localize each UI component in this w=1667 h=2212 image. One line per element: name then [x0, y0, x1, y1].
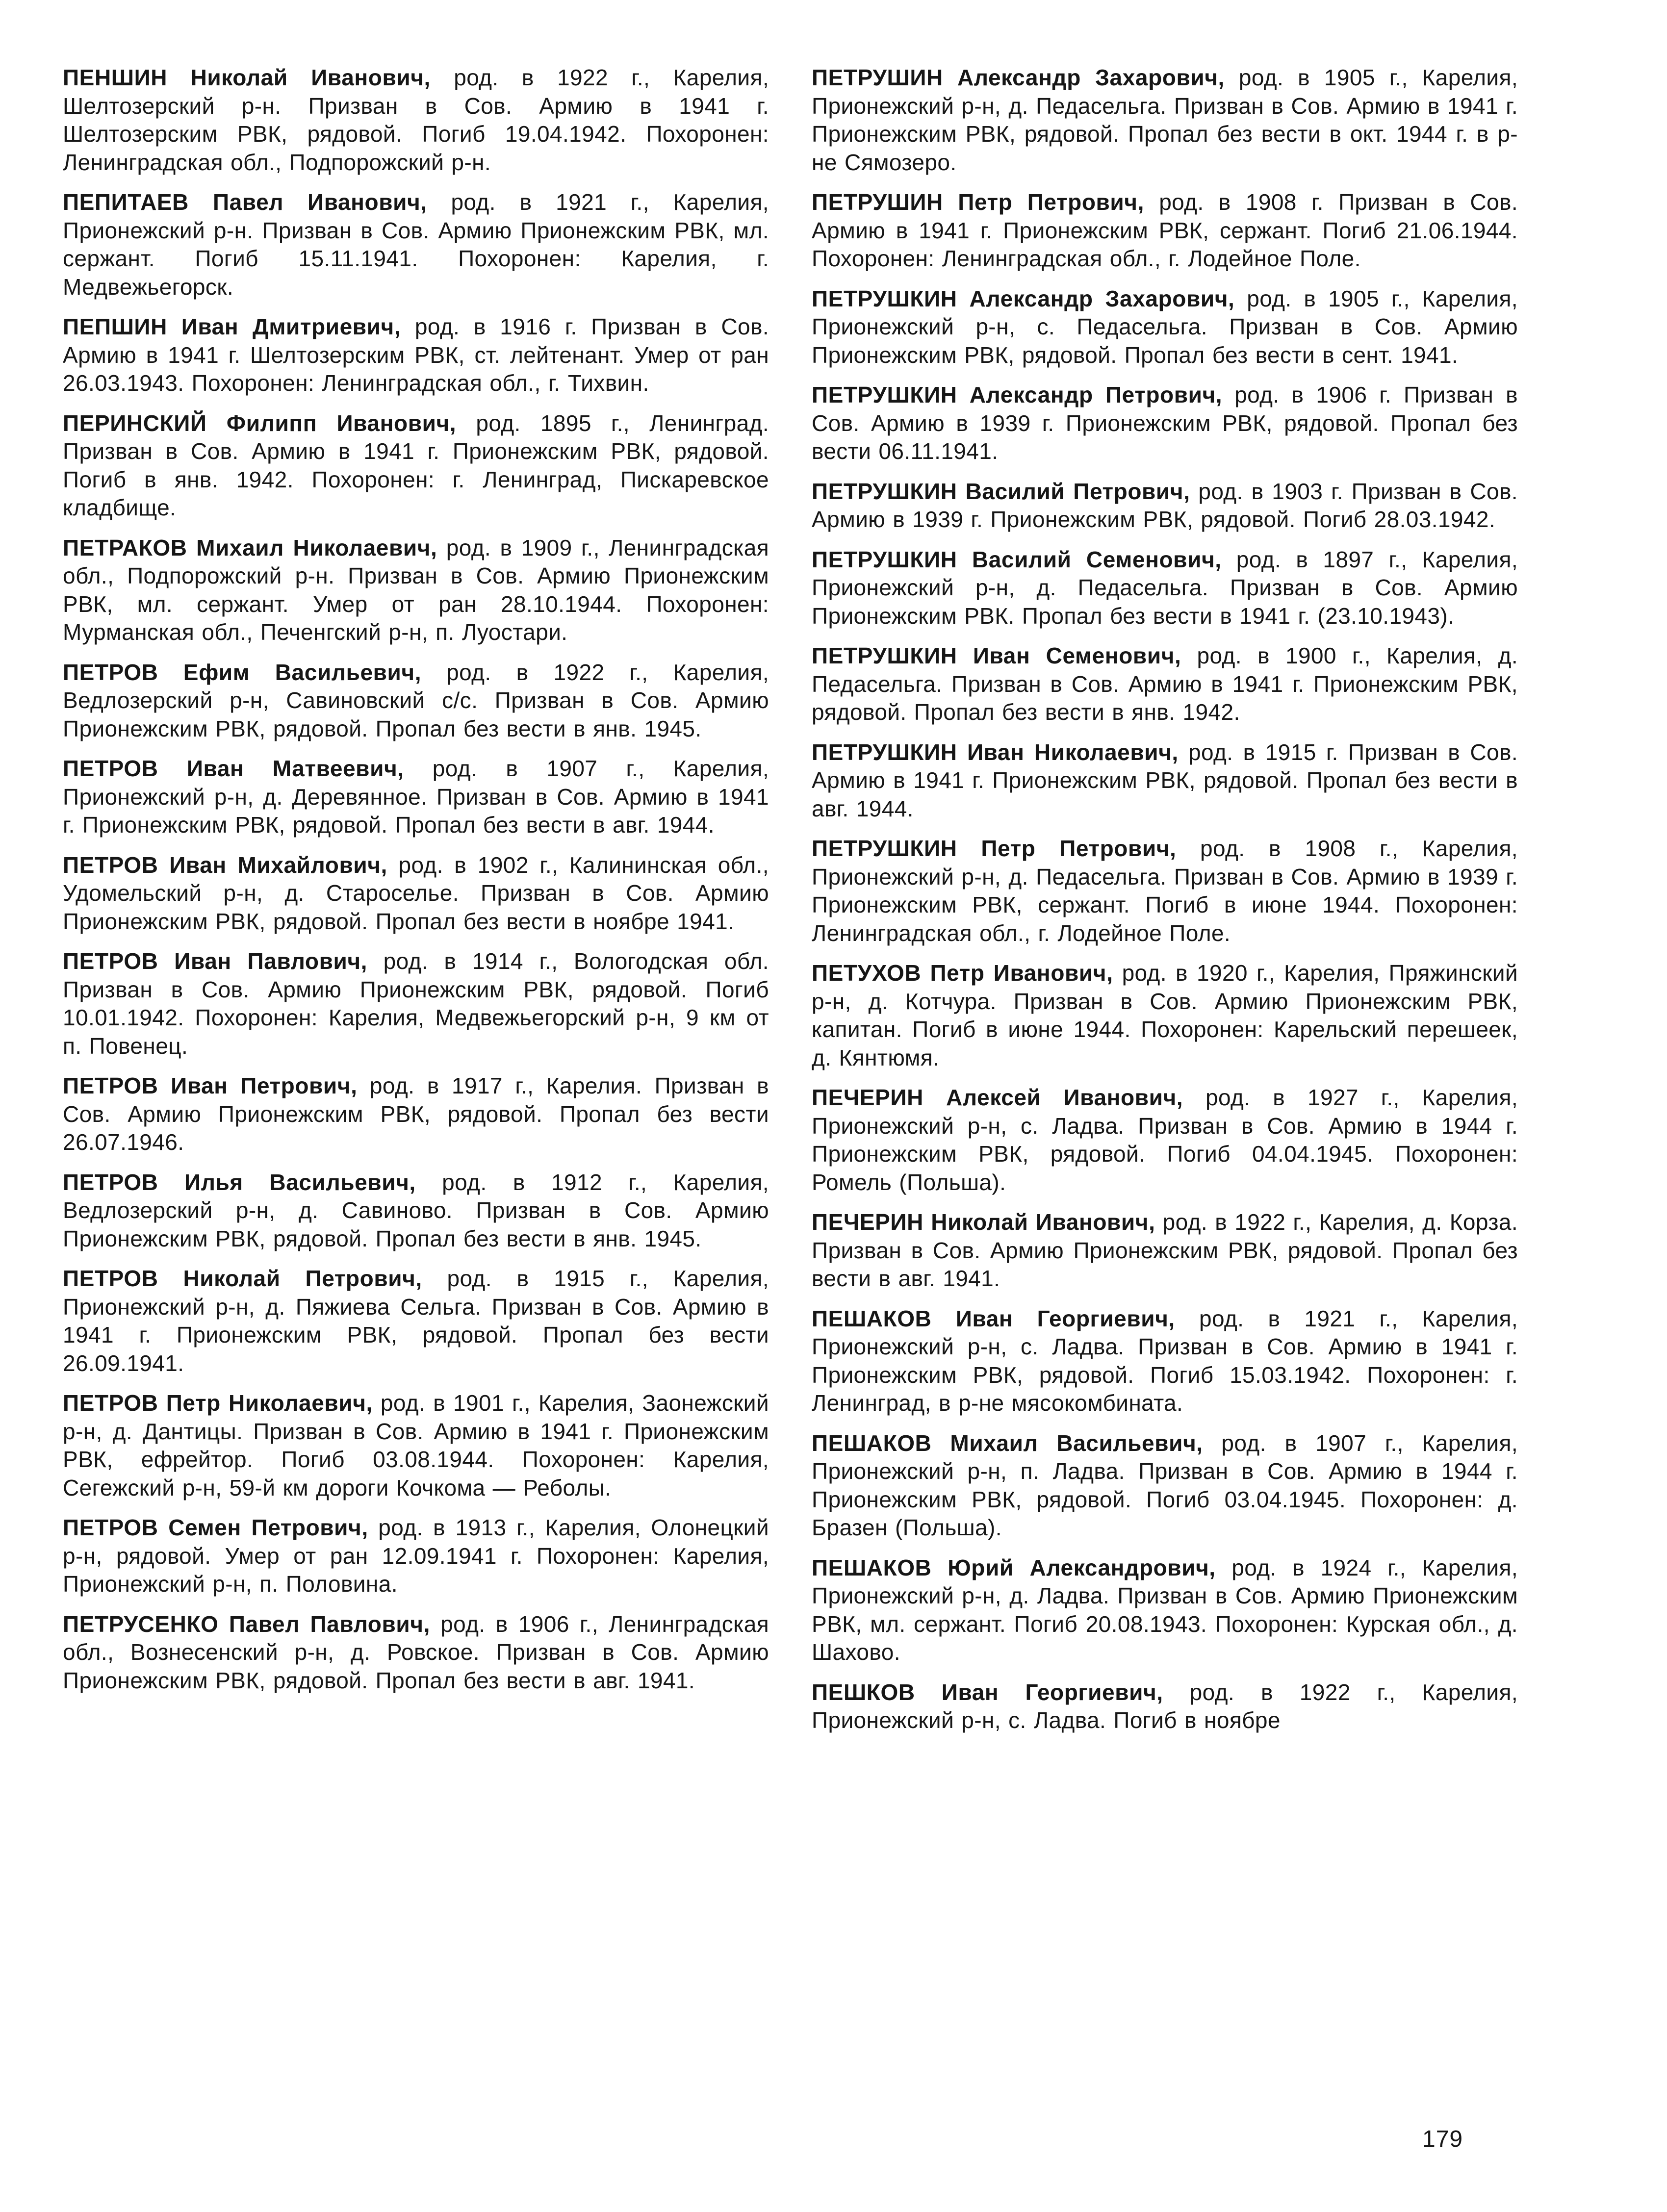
- entry-text: род. в 1921 г., Карелия, Прионежский р-н. Призван в Сов. Армию Прионежским РВК, мл. сержант. Погиб 15.11.1941. Похоронен: Карелия, г. Медвежьегорск.: [63, 189, 769, 300]
- entry-name: ПЕТРОВ Иван Павлович,: [63, 948, 368, 974]
- entry-name: ПЕТРУШКИН Александр Петрович,: [812, 382, 1223, 407]
- entry-text: род. в 1915 г., Карелия, Прионежский р-н, д. Пяжиева Сельга. Призван в Сов. Армию в 1941 г. Прионежским РВК, рядовой. Пропал без вести 26.09.1941.: [63, 1266, 769, 1376]
- entry-name: ПЕТРУШКИН Александр Захарович,: [812, 285, 1235, 311]
- entry: [812, 1678, 1518, 1735]
- right-column: [812, 64, 1518, 1747]
- page-number: 179: [1422, 2126, 1463, 2152]
- entry: [812, 285, 1518, 370]
- entry-text: род. в 1905 г., Карелия, Прионежский р-н, д. Педасельга. Призван в Сов. Армию в 1941 г. Прионежским РВК, рядовой. Пропал без вести в окт. 1944 г. в р-не Сямозеро.: [812, 65, 1518, 175]
- entry-text: род. в 1897 г., Карелия, Прионежский р-н, д. Педасельга. Призван в Сов. Армию Прионежским РВК. Пропал без вести в 1941 г. (23.10.1943).: [812, 546, 1518, 629]
- entry: [812, 738, 1518, 823]
- entry-name: ПЕТРОВ Петр Николаевич,: [63, 1390, 373, 1416]
- entry-name: ПЕТРУШКИН Петр Петрович,: [812, 836, 1177, 861]
- entry-text: род. в 1900 г., Карелия, д. Педасельга. Призван в Сов. Армию в 1941 г. Прионежским РВК, рядовой. Пропал без вести в янв. 1942.: [812, 643, 1518, 725]
- left-column: [63, 64, 769, 1706]
- entry-name: ПЕПИТАЕВ Павел Иванович,: [63, 189, 427, 215]
- entry: [63, 188, 769, 301]
- entry-name: ПЕТУХОВ Петр Иванович,: [812, 960, 1113, 986]
- entry-text: род. в 1908 г. Призван в Сов. Армию в 1941 г. Прионежским РВК, сержант. Погиб 21.06.1944. Похоронен: Ленинградская обл., г. Лодейное Поле.: [812, 189, 1518, 271]
- entry: [63, 534, 769, 647]
- entry-name: ПЕТРУШКИН Иван Николаевич,: [812, 739, 1179, 765]
- entry-name: ПЕПШИН Иван Дмитриевич,: [63, 314, 401, 339]
- entry: [63, 1514, 769, 1599]
- entry-name: ПЕТРОВ Иван Петрович,: [63, 1073, 358, 1098]
- entry-name: ПЕШАКОВ Иван Георгиевич,: [812, 1305, 1175, 1331]
- entry-name: ПЕТРУШКИН Иван Семенович,: [812, 643, 1181, 668]
- entry: [63, 1265, 769, 1377]
- entry-text: род. в 1924 г., Карелия, Прионежский р-н, д. Ладва. Призван в Сов. Армию Прионежским РВК, мл. сержант. Погиб 20.08.1943. Похоронен: Курская обл., д. Шахово.: [812, 1554, 1518, 1665]
- entry-name: ПЕТРАКОВ Михаил Николаевич,: [63, 534, 437, 560]
- entry: [63, 313, 769, 398]
- entry-name: ПЕШКОВ Иван Георгиевич,: [812, 1679, 1163, 1705]
- entry-text: род. 1895 г., Ленинград. Призван в Сов. Армию в 1941 г. Прионежским РВК, рядовой. Погиб в янв. 1942. Похоронен: г. Ленинград, Пискаревское кладбище.: [63, 410, 769, 520]
- entry: [812, 1554, 1518, 1667]
- entry-name: ПЕНШИН Николай Иванович,: [63, 65, 431, 90]
- entry: [812, 188, 1518, 273]
- entry-text: род. в 1916 г. Призван в Сов. Армию в 1941 г. Шелтозерским РВК, ст. лейтенант. Умер от ран 26.03.1943. Похоронен: Ленинградская обл., г. Тихвин.: [63, 314, 769, 396]
- entry-name: ПЕТРУШКИН Василий Петрович,: [812, 478, 1190, 504]
- entry: [63, 755, 769, 839]
- entry: [812, 478, 1518, 534]
- entry: [812, 1084, 1518, 1196]
- entry-text: род. в 1922 г., Карелия, Ведлозерский р-н, Савиновский с/с. Призван в Сов. Армию Прионежским РВК, рядовой. Пропал без вести в янв. 1945.: [63, 659, 769, 741]
- entry: [812, 381, 1518, 466]
- entry-text: род. в 1908 г., Карелия, Прионежский р-н, д. Педасельга. Призван в Сов. Армию в 1939 г. Прионежским РВК, сержант. Погиб в июне 1944. Похоронен: Ленинградская обл., г. Лодейное Поле.: [812, 836, 1518, 946]
- entry-text: род. в 1901 г., Карелия, Заонежский р-н, д. Дантицы. Призван в Сов. Армию в 1941 г. Прионежским РВК, ефрейтор. Погиб 03.08.1944. Похоронен: Карелия, Сегежский р-н, 59-й км дороги Кочкома — Реболы.: [63, 1390, 769, 1500]
- entry-text: род. в 1921 г., Карелия, Прионежский р-н, с. Ладва. Призван в Сов. Армию в 1941 г. Прионежским РВК, рядовой. Погиб 15.03.1942. Похоронен: г. Ленинград, в р-не мясокомбината.: [812, 1305, 1518, 1416]
- entry-name: ПЕЧЕРИН Николай Иванович,: [812, 1209, 1155, 1235]
- entry-name: ПЕТРОВ Иван Михайлович,: [63, 852, 387, 878]
- entry-name: ПЕТРОВ Семен Петрович,: [63, 1515, 368, 1540]
- entry-name: ПЕТРУШКИН Василий Семенович,: [812, 546, 1222, 572]
- entry-text: род. в 1914 г., Вологодская обл. Призван в Сов. Армию Прионежским РВК, рядовой. Погиб 10.01.1942. Похоронен: Карелия, Медвежьегорский р-н, 9 км от п. Повенец.: [63, 948, 769, 1059]
- entry-text: род. в 1907 г., Карелия, Прионежский р-н, п. Ладва. Призван в Сов. Армию в 1944 г. Прионежским РВК, рядовой. Погиб 03.04.1945. Похоронен: д. Бразен (Польша).: [812, 1430, 1518, 1540]
- entry: [63, 1169, 769, 1253]
- entry-name: ПЕТРОВ Илья Васильевич,: [63, 1169, 416, 1195]
- entry: [63, 851, 769, 936]
- entry: [812, 1305, 1518, 1418]
- entry-text: род. в 1922 г., Карелия, Прионежский р-н, с. Ладва. Погиб в ноябре: [812, 1679, 1518, 1733]
- entry: [63, 64, 769, 177]
- entry: [812, 64, 1518, 177]
- entry-text: род. в 1902 г., Калининская обл., Удомельский р-н, д. Староселье. Призван в Сов. Армию Прионежским РВК, рядовой. Пропал без вести в ноябре 1941.: [63, 852, 769, 934]
- entry: [63, 409, 769, 522]
- entry-text: род. в 1909 г., Ленинградская обл., Подпорожский р-н. Призван в Сов. Армию Прионежским РВК, мл. сержант. Умер от ран 28.10.1944. Похоронен: Мурманская обл., Печенгский р-н, п. Луостари.: [63, 534, 769, 645]
- entry: [812, 835, 1518, 947]
- entry-text: род. в 1913 г., Карелия, Олонецкий р-н, рядовой. Умер от ран 12.09.1941 г. Похоронен: Карелия, Прионежский р-н, п. Половина.: [63, 1515, 769, 1597]
- entry-name: ПЕЧЕРИН Алексей Иванович,: [812, 1085, 1183, 1110]
- entry: [63, 1389, 769, 1502]
- entry-text: род. в 1912 г., Карелия, Ведлозерский р-н, д. Савиново. Призван в Сов. Армию Прионежским РВК, рядовой. Пропал без вести в янв. 1945.: [63, 1169, 769, 1251]
- entry: [63, 659, 769, 743]
- entry-text: род. в 1915 г. Призван в Сов. Армию в 1941 г. Прионежским РВК, рядовой. Пропал без вести в авг. 1944.: [812, 739, 1518, 821]
- entry-name: ПЕТРОВ Иван Матвеевич,: [63, 756, 404, 781]
- entry-name: ПЕТРУСЕНКО Павел Павлович,: [63, 1611, 430, 1637]
- entry: [63, 1072, 769, 1157]
- entry-text: род. в 1922 г., Карелия, д. Корза. Призван в Сов. Армию Прионежским РВК, рядовой. Пропал без вести в авг. 1941.: [812, 1209, 1518, 1291]
- entry: [63, 947, 769, 1060]
- entry-text: род. в 1917 г., Карелия. Призван в Сов. Армию Прионежским РВК, рядовой. Пропал без вести 26.07.1946.: [63, 1073, 769, 1155]
- entry-text: род. в 1907 г., Карелия, Прионежский р-н, д. Деревянное. Призван в Сов. Армию в 1941 г. Прионежским РВК, рядовой. Пропал без вести в авг. 1944.: [63, 756, 769, 838]
- entry: [812, 1208, 1518, 1293]
- entry: [812, 642, 1518, 727]
- entry-name: ПЕШАКОВ Юрий Александрович,: [812, 1554, 1216, 1580]
- entry: [812, 1429, 1518, 1542]
- entry-name: ПЕТРОВ Ефим Васильевич,: [63, 659, 422, 685]
- entry-name: ПЕТРОВ Николай Петрович,: [63, 1266, 422, 1291]
- entry-text: род. в 1920 г., Карелия, Пряжинский р-н, д. Котчура. Призван в Сов. Армию Прионежским РВК, капитан. Погиб в июне 1944. Похоронен: Карельский перешеек, д. Кянтюмя.: [812, 960, 1518, 1070]
- entry-text: род. в 1905 г., Карелия, Прионежский р-н, с. Педасельга. Призван в Сов. Армию Прионежским РВК, рядовой. Пропал без вести в сент. 1941.: [812, 285, 1518, 368]
- entry-name: ПЕТРУШИН Александр Захарович,: [812, 65, 1225, 90]
- entry: [812, 546, 1518, 631]
- entry: [812, 959, 1518, 1072]
- entry-text: род. в 1922 г., Карелия, Шелтозерский р-н. Призван в Сов. Армию в 1941 г. Шелтозерским РВК, рядовой. Погиб 19.04.1942. Похоронен: Ленинградская обл., Подпорожский р-н.: [63, 65, 769, 175]
- entry-text: род. в 1927 г., Карелия, Прионежский р-н, с. Ладва. Призван в Сов. Армию в 1944 г. Прионежским РВК, рядовой. Погиб 04.04.1945. Похоронен: Ромель (Польша).: [812, 1085, 1518, 1195]
- entry-name: ПЕТРУШИН Петр Петрович,: [812, 189, 1144, 215]
- entry-text: род. в 1906 г. Призван в Сов. Армию в 1939 г. Прионежским РВК, рядовой. Пропал без вести 06.11.1941.: [812, 382, 1518, 464]
- entry: [63, 1610, 769, 1695]
- entry-text: род. в 1906 г., Ленинградская обл., Вознесенский р-н, д. Ровское. Призван в Сов. Армию Прионежским РВК, рядовой. Пропал без вести в авг. 1941.: [63, 1611, 769, 1693]
- entry-text: род. в 1903 г. Призван в Сов. Армию в 1939 г. Прионежским РВК, рядовой. Погиб 28.03.1942.: [812, 478, 1518, 532]
- entry-name: ПЕШАКОВ Михаил Васильевич,: [812, 1430, 1203, 1456]
- entry-name: ПЕРИНСКИЙ Филипп Иванович,: [63, 410, 457, 436]
